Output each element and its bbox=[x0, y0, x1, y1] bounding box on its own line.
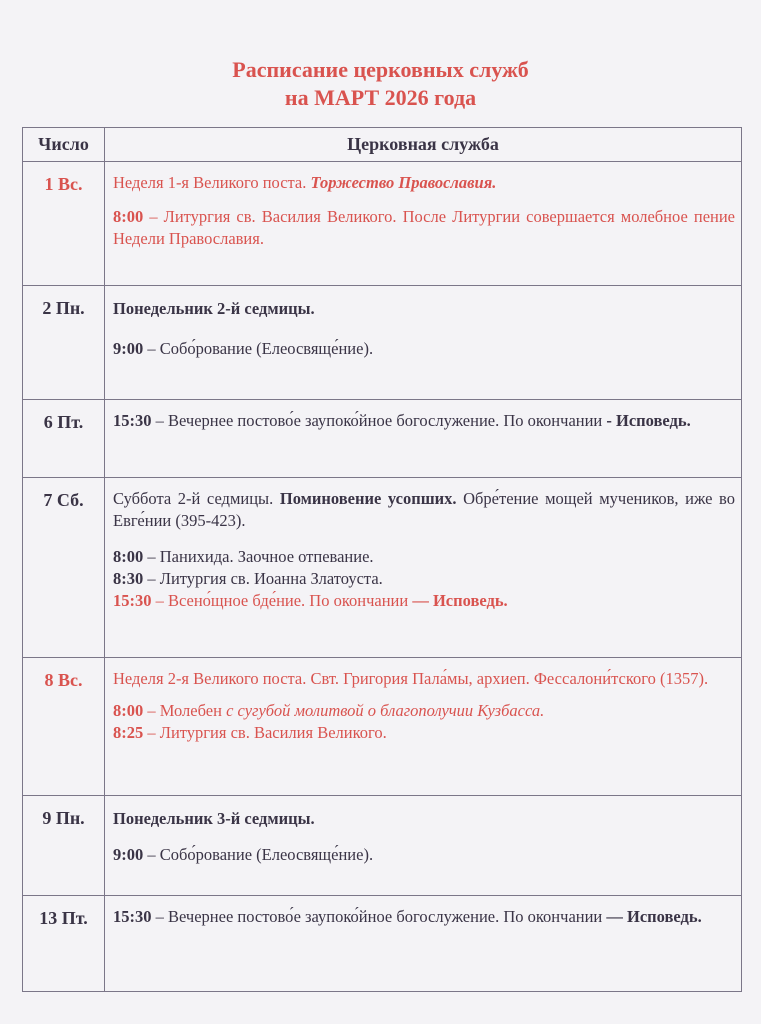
page-title bbox=[0, 56, 761, 112]
service-text: – Вечернее постово́е заупоко́йное богослужение. По окончании bbox=[151, 907, 607, 926]
service-item bbox=[113, 338, 735, 360]
row-service bbox=[105, 478, 742, 658]
service-text: – Литургия св. Василия Великого. После Литургии совершается молебное пение Недели Православия. bbox=[113, 207, 735, 248]
row-service bbox=[105, 286, 742, 400]
service-heading: Понедельник 3-й седмицы. bbox=[113, 809, 315, 828]
table-row bbox=[23, 478, 742, 658]
table-row bbox=[23, 400, 742, 478]
title-line-2: на МАРТ 2026 года bbox=[284, 85, 477, 110]
row-date: 1 Вс. bbox=[23, 162, 105, 286]
service-time: 15:30 bbox=[113, 591, 152, 610]
service-tail: — Исповедь. bbox=[606, 907, 702, 926]
table-row bbox=[23, 796, 742, 896]
service-text: – Собо́рование (Елеосвяще́ние). bbox=[143, 845, 374, 864]
service-time: 8:00 bbox=[113, 207, 144, 226]
service-heading: Суббота 2-й седмицы. Поминовение усопших. Обре́тение мощей мучеников, иже во Евге́нии (395-423). bbox=[113, 489, 735, 530]
service-time: 15:30 bbox=[113, 907, 152, 926]
service-heading: Неделя 2-я Великого поста. Свт. Григория Пала́мы, архиеп. Фессалони́тского (1357). bbox=[113, 669, 709, 688]
service-time: 9:00 bbox=[113, 845, 144, 864]
service-time: 15:30 bbox=[113, 411, 152, 430]
title-line-1: Расписание церковных служб bbox=[232, 57, 529, 82]
row-date: 2 Пн. bbox=[23, 286, 105, 400]
row-service bbox=[105, 796, 742, 896]
service-item bbox=[113, 568, 735, 590]
row-service bbox=[105, 162, 742, 286]
service-heading: Понедельник 2-й седмицы. bbox=[113, 299, 315, 318]
service-heading: Неделя 1-я Великого поста. Торжество Православия. bbox=[113, 173, 497, 192]
service-item bbox=[113, 700, 735, 722]
service-text: – Молебен bbox=[143, 701, 227, 720]
row-date: 9 Пн. bbox=[23, 796, 105, 896]
service-heading-emphasis: Торжество Православия. bbox=[310, 173, 497, 192]
service-tail: - Исповедь. bbox=[606, 411, 691, 430]
table-header-row bbox=[23, 128, 742, 162]
header-date: Число bbox=[23, 128, 105, 162]
row-service bbox=[105, 896, 742, 992]
service-item bbox=[113, 590, 735, 612]
service-time: 8:00 bbox=[113, 547, 144, 566]
row-service bbox=[105, 658, 742, 796]
row-date: 6 Пт. bbox=[23, 400, 105, 478]
service-item bbox=[113, 410, 735, 432]
service-heading-bold: Поминовение усопших. bbox=[279, 489, 457, 508]
service-text: – Собо́рование (Елеосвяще́ние). bbox=[143, 339, 374, 358]
service-item bbox=[113, 546, 735, 568]
row-date: 8 Вс. bbox=[23, 658, 105, 796]
service-text: – Вечернее постово́е заупоко́йное богослужение. По окончании bbox=[151, 411, 607, 430]
service-item bbox=[113, 722, 735, 744]
service-time: 8:30 bbox=[113, 569, 144, 588]
service-text: – Всено́щное бде́ние. По окончании bbox=[151, 591, 413, 610]
service-time: 8:25 bbox=[113, 723, 144, 742]
table-row bbox=[23, 162, 742, 286]
service-item bbox=[113, 206, 735, 250]
service-time: 8:00 bbox=[113, 701, 144, 720]
service-time: 9:00 bbox=[113, 339, 144, 358]
service-text: – Литургия св. Иоанна Златоуста. bbox=[143, 569, 383, 588]
row-date: 7 Сб. bbox=[23, 478, 105, 658]
row-service bbox=[105, 400, 742, 478]
schedule-table bbox=[22, 127, 742, 992]
service-tail: — Исповедь. bbox=[412, 591, 508, 610]
service-text: – Панихида. Заочное отпевание. bbox=[143, 547, 374, 566]
row-date: 13 Пт. bbox=[23, 896, 105, 992]
service-italic: с сугубой молитвой о благополучии Кузбасса. bbox=[226, 701, 545, 720]
header-service: Церковная служба bbox=[105, 128, 742, 162]
service-item bbox=[113, 844, 735, 866]
service-text: – Литургия св. Василия Великого. bbox=[143, 723, 387, 742]
table-row bbox=[23, 896, 742, 992]
table-row bbox=[23, 286, 742, 400]
service-item bbox=[113, 906, 735, 928]
table-row bbox=[23, 658, 742, 796]
